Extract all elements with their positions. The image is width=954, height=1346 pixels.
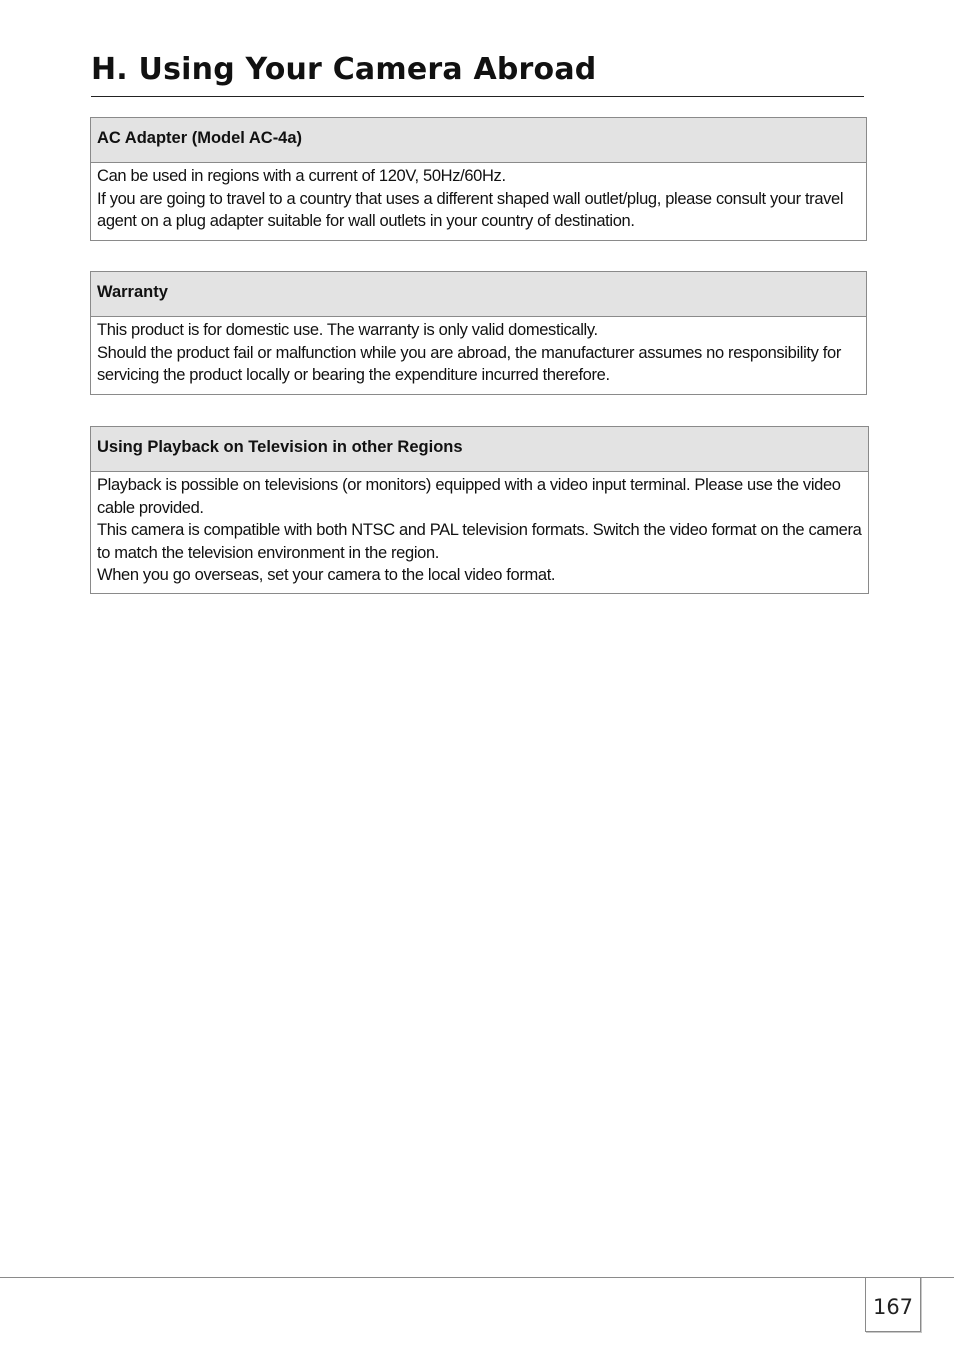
section-warranty <box>90 271 867 395</box>
title-divider <box>91 96 864 97</box>
section-body <box>91 472 868 587</box>
body-paragraph: When you go overseas, set your camera to the local video format. <box>97 566 556 585</box>
section-heading: Warranty <box>91 272 866 317</box>
page-title: H. Using Your Camera Abroad <box>91 52 597 87</box>
section-heading: AC Adapter (Model AC-4a) <box>91 118 866 163</box>
body-paragraph: Should the product fail or malfunction while you are abroad, the manufacturer assumes no responsibility for servicing the product locally or bearing the expenditure incurred therefore. <box>97 343 841 385</box>
body-paragraph: This camera is compatible with both NTSC and PAL television formats. Switch the video format on the camera to match the television environment in the region. <box>97 521 862 562</box>
body-paragraph: If you are going to travel to a country that uses a different shaped wall outlet/plug, please consult your travel agent on a plug adapter suitable for wall outlets in your country of destination. <box>97 189 844 231</box>
section-playback-television <box>90 426 869 594</box>
page-number-box <box>865 1277 921 1332</box>
body-paragraph: Can be used in regions with a current of 120V, 50Hz/60Hz. <box>97 167 506 185</box>
body-paragraph: Playback is possible on televisions (or monitors) equipped with a video input terminal. Please use the video cable provided. <box>97 476 841 517</box>
section-ac-adapter <box>90 117 867 241</box>
body-paragraph: This product is for domestic use. The warranty is only valid domestically. <box>97 321 598 339</box>
page-number: 167 <box>872 1295 914 1319</box>
section-heading: Using Playback on Television in other Regions <box>91 427 868 472</box>
section-body <box>91 163 866 233</box>
section-body <box>91 317 866 387</box>
footer-divider <box>0 1277 954 1278</box>
